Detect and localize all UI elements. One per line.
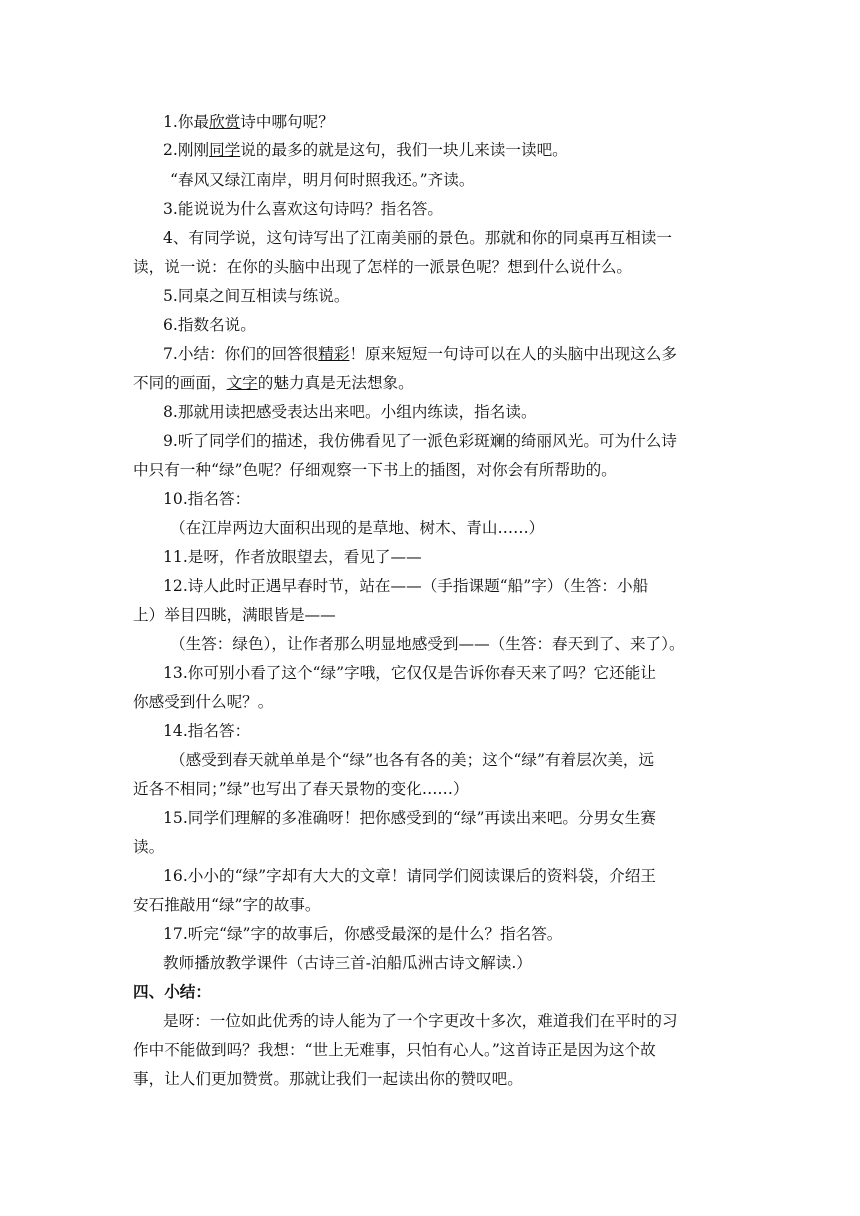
paragraph-line: 1.你最欣赏诗中哪句呢？ (163, 113, 334, 131)
paragraph-line: 12.诗人此时正遇早春时节，站在——（手指课题“船”字）（生答：小船 (163, 577, 649, 595)
paragraph-line: 事，让人们更加赞赏。那就让我们一起读出你的赞叹吧。 (133, 1070, 523, 1088)
paragraph-line: （生答：绿色），让作者那么明显地感受到——（生答：春天到了、来了）。 (170, 635, 685, 653)
paragraph-line: “春风又绿江南岸，明月何时照我还。”齐读。 (170, 171, 475, 189)
paragraph-line: 7.小结：你们的回答很精彩！原来短短一句诗可以在人的头脑中出现这么多 (163, 345, 677, 363)
paragraph-line: 13.你可别小看了这个“绿”字哦，它仅仅是告诉你春天来了吗？它还能让 (163, 664, 656, 682)
paragraph-line: 你感受到什么呢？。 (133, 693, 274, 711)
paragraph-line: （在江岸两边大面积出现的是草地、树木、青山……） (170, 519, 545, 537)
paragraph-line: 不同的画面，文字的魅力真是无法想象。 (133, 374, 414, 392)
paragraph-line: 读。 (133, 838, 165, 856)
paragraph-line: 中只有一种“绿”色呢？仔细观察一下书上的插图，对你会有所帮助的。 (133, 461, 617, 479)
paragraph-line: 16.小小的“绿”字却有大大的文章！请同学们阅读课后的资料袋，介绍王 (163, 867, 656, 885)
paragraph-line: 10.指名答： (163, 490, 251, 508)
paragraph-line: 近各不相同；”绿”也写出了春天景物的变化……） (133, 780, 469, 798)
paragraph-line: 安石推敲用“绿”字的故事。 (133, 896, 321, 914)
paragraph-line: 是呀：一位如此优秀的诗人能为了一个字更改十多次，难道我们在平时的习 (163, 1012, 678, 1030)
paragraph-line: 11.是呀，作者放眼望去，看见了—— (163, 548, 422, 566)
paragraph-line: 上）举目四眺，满眼皆是—— (133, 606, 336, 624)
paragraph-line: 4、有同学说，这句诗写出了江南美丽的景色。那就和你的同桌再互相读一 (163, 229, 672, 247)
paragraph-line: 8.那就用读把感受表达出来吧。小组内练读，指名读。 (163, 403, 537, 421)
paragraph-line: 14.指名答： (163, 722, 251, 740)
paragraph-line: 17.听完“绿”字的故事后，你感受最深的是什么？指名答。 (163, 925, 563, 943)
paragraph-line: 5.同桌之间互相读与练说。 (163, 287, 350, 305)
paragraph-line: 2.刚刚同学说的最多的就是这句，我们一块儿来读一读吧。 (163, 141, 568, 159)
paragraph-line: 15.同学们理解的多准确呀！把你感受到的“绿”再读出来吧。分男女生赛 (163, 809, 656, 827)
paragraph-line: 3.能说说为什么喜欢这句诗吗？指名答。 (163, 200, 443, 218)
paragraph-line: 教师播放教学课件（古诗三首-泊船瓜洲古诗文解读.） (163, 954, 532, 972)
paragraph-line: 读，说一说：在你的头脑中出现了怎样的一派景色呢？想到什么说什么。 (133, 258, 633, 276)
paragraph-line: （感受到春天就单单是个“绿”也各有各的美；这个“绿”有着层次美，远 (170, 751, 655, 769)
paragraph-line: 作中不能做到吗？我想：“世上无难事，只怕有心人。”这首诗正是因为这个故 (133, 1041, 656, 1059)
paragraph-line: 6.指数名说。 (163, 316, 256, 334)
section-heading: 四、小结： (133, 982, 211, 1001)
paragraph-line: 9.听了同学们的描述，我仿佛看见了一派色彩斑斓的绮丽风光。可为什么诗 (163, 432, 677, 450)
